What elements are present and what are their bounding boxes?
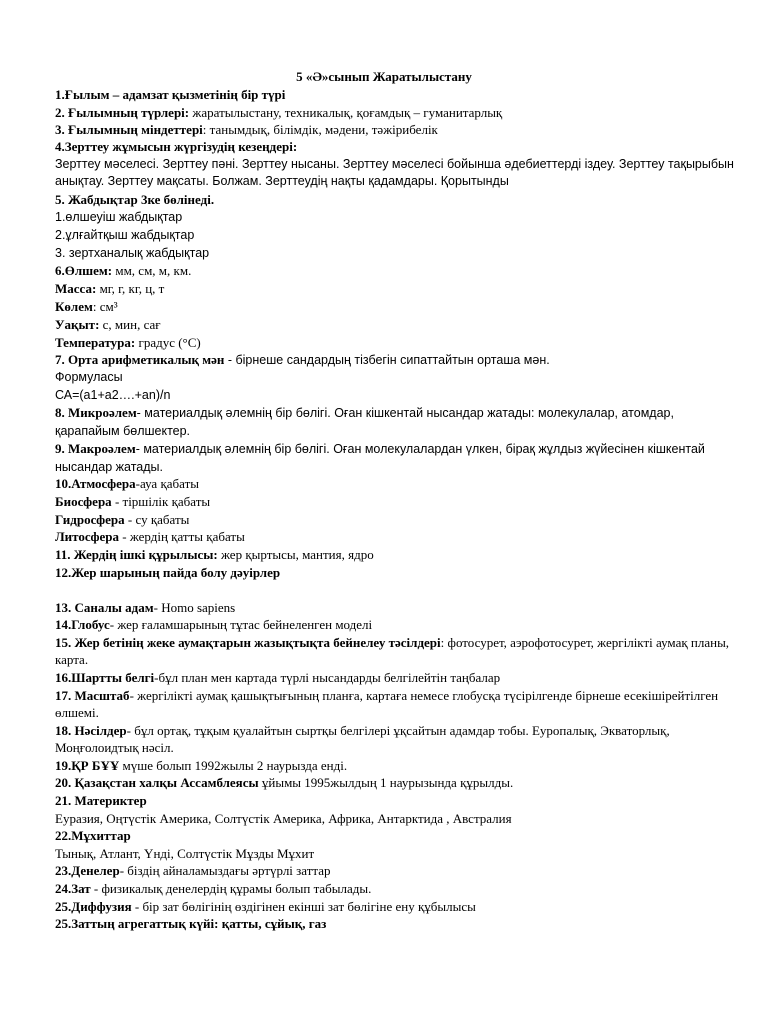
item-4-stages-text: Зерттеу мәселесі. Зерттеу пәні. Зерттеу нысаны. Зерттеу мәселесі бойынша әдебиеттерді іздеу. Зерттеу тақырыбын анықтау. Зерттеу мақсаты. Болжам. Зерттеудің нақты қадамдары. Қорытынды [55,157,734,188]
eras-line [55,581,735,598]
hydrosphere-text: - су қабаты [124,512,190,527]
item-24 [55,880,735,897]
item-17-term: 17. Масштаб [55,688,130,703]
item-10-term: 10.Атмосфера [55,476,136,491]
hydrosphere-term: Гидросфера [55,512,125,527]
item-8 [55,404,735,440]
mass-term: Масса: [55,281,97,296]
item-2 [55,104,735,121]
mass-text: мг, г, кг, ц, т [96,281,165,296]
item-23-term: 23.Денелер [55,863,120,878]
continents-line [55,810,735,827]
temperature-line [55,334,735,351]
page-title: 5 «Ә»сынып Жаратылыстану [296,69,472,84]
item-8-text: - материалдық әлемнің бір бөлігі. Оған кішкентай нысандар жатады: молекулалар, атомдар, қарапайым бөлшектер. [55,406,674,438]
item-23-text: - біздің айналамыздағы әртүрлі заттар [119,863,331,878]
item-7-text: - бірнеше сандардың тізбегін сипаттайтын орташа мән. [224,353,550,367]
item-3-term: 3. Ғылымның міндеттері [55,122,203,137]
item-11 [55,546,735,563]
item-7 [55,351,735,369]
item-2-text: жаратылыстану, техникалық, қоғамдық – гуманитарлық [189,105,503,120]
item-13-term: 13. Саналы адам [55,600,154,615]
hydrosphere-line [55,511,735,528]
item-25a-term: 25.Диффузия [55,899,132,914]
item-15-term: 15. Жер бетінің жеке аумақтарын жазықтықта бейнелеу тәсілдері [55,635,441,650]
item-14-text: - жер ғаламшарының тұтас бейнеленген моделі [109,617,373,632]
item-12 [55,564,735,581]
item-19-term: 19.ҚР БҰҰ [55,758,120,773]
formula-text: СА=(a1+a2….+an)/n [55,388,171,402]
item-19-text: мүше болып 1992жылы 2 наурызда енді. [119,758,348,773]
item-14-term: 14.Глобус [55,617,110,632]
item-11-term: 11. Жердің ішкі құрылысы: [55,547,218,562]
formula-label-text: Формуласы [55,370,123,384]
equipment-2 [55,227,735,244]
item-22 [55,827,735,844]
equipment-1-text: 1.өлшеуіш жабдықтар [55,210,183,224]
item-4-term: 4.Зерттеу жұмысын жүргізудің кезеңдері: [55,139,298,154]
item-5-term: 5. Жабдықтар 3ке бөлінеді. [55,192,215,207]
item-25a [55,898,735,915]
item-1 [55,86,735,103]
item-20-text: ұйымы 1995жылдың 1 наурызында құрылды. [258,775,514,790]
item-24-text: - физикалық денелердің құрамы болып табылады. [90,881,372,896]
equipment-1 [55,209,735,226]
formula-label [55,369,735,386]
item-2-term: 2. Ғылымның түрлері: [55,105,190,120]
item-15-text: : фотосурет, аэрофотосурет, жергілікті аумақ планы, карта. [55,635,730,667]
item-17 [55,687,735,721]
item-18-term: 18. Нәсілдер [55,723,127,738]
item-20-term: 20. Қазақстан халқы Ассамблеясы [55,775,259,790]
item-3-text: : танымдық, білімдік, мәдени, тәжірибелік [202,122,438,137]
item-24-term: 24.Зат [55,881,91,896]
item-13 [55,599,735,616]
item-16 [55,669,735,686]
time-line [55,316,735,333]
item-12-term: 12.Жер шарының пайда болу дәуірлер [55,565,281,580]
item-18-text: - бұл ортақ, тұқым қуалайтын сыртқы белгілері ұқсайтын адамдар тобы. Еуропалық, Экваторлық, Моңғолоидтық нәсіл. [55,723,670,755]
item-4 [55,138,735,155]
item-7-term: 7. Орта арифметикалық мән [55,352,225,367]
lithosphere-text: - жердің қатты қабаты [118,529,245,544]
item-25a-text: - бір зат бөлігінің өздігінен екінші зат бөлігіне ену құбылысы [131,899,476,914]
item-20 [55,774,735,791]
volume-term: Көлем [55,299,93,314]
item-19 [55,757,735,774]
item-8-term: 8. Микроәлем [55,405,137,420]
item-4-stages [55,156,735,190]
equipment-2-text: 2.ұлғайтқыш жабдықтар [55,228,195,242]
biosphere-line [55,493,735,510]
temperature-text: градус (°С) [135,335,201,350]
item-16-term: 16.Шартты белгі [55,670,155,685]
equipment-3-text: 3. зертханалық жабдықтар [55,246,210,260]
item-14 [55,616,735,633]
volume-text: : см³ [92,299,118,314]
item-23 [55,862,735,879]
oceans-line [55,845,735,862]
item-6-text: мм, см, м, км. [112,263,192,278]
biosphere-term: Биосфера [55,494,112,509]
item-6 [55,262,735,279]
item-9 [55,440,735,476]
item-1-term: 1.Ғылым – адамзат қызметінің бір түрі [55,87,286,102]
continents-text: Еуразия, Оңтүстік Америка, Солтүстік Америка, Африка, Антарктида , Австралия [55,811,512,826]
equipment-3 [55,245,735,262]
item-11-text: жер қыртысы, мантия, ядро [217,547,374,562]
temperature-term: Температура: [55,335,136,350]
oceans-text: Тынық, Атлант, Үнді, Солтүстік Мұзды Мұхит [55,846,315,861]
volume-line [55,298,735,315]
lithosphere-term: Литосфера [55,529,119,544]
item-22-term: 22.Мұхиттар [55,828,131,843]
formula [55,387,735,404]
item-3 [55,121,735,138]
item-5 [55,191,735,208]
item-25b-term: 25.Заттың агрегаттық күйі: қатты, сұйық, газ [55,916,327,931]
item-9-term: 9. Макроәлем [55,441,136,456]
item-16-text: -бұл план мен картада түрлі нысандарды белгілейтін таңбалар [154,670,501,685]
item-21 [55,792,735,809]
item-10 [55,475,735,492]
item-15 [55,634,735,668]
item-10-text: -ауа қабаты [135,476,199,491]
time-text: с, мин, сағ [99,317,161,332]
lithosphere-line [55,528,735,545]
item-9-text: - материалдық әлемнің бір бөлігі. Оған молекулалардан үлкен, бірақ жұлдыз жүйесінен кішкентай нысандар жатады. [55,442,705,474]
item-18 [55,722,735,756]
biosphere-text: - тіршілік қабаты [111,494,211,509]
item-13-text: - Homo sapiens [153,600,236,615]
item-17-text: - жергілікті аумақ қашықтығының планға, картаға немесе глобусқа түсірілгенде бірнеше есекішірейтілген өлшемі. [55,688,719,720]
item-6-term: 6.Өлшем: [55,263,113,278]
time-term: Уақыт: [55,317,100,332]
item-21-term: 21. Материктер [55,793,147,808]
item-25b [55,915,735,932]
mass-line [55,280,735,297]
